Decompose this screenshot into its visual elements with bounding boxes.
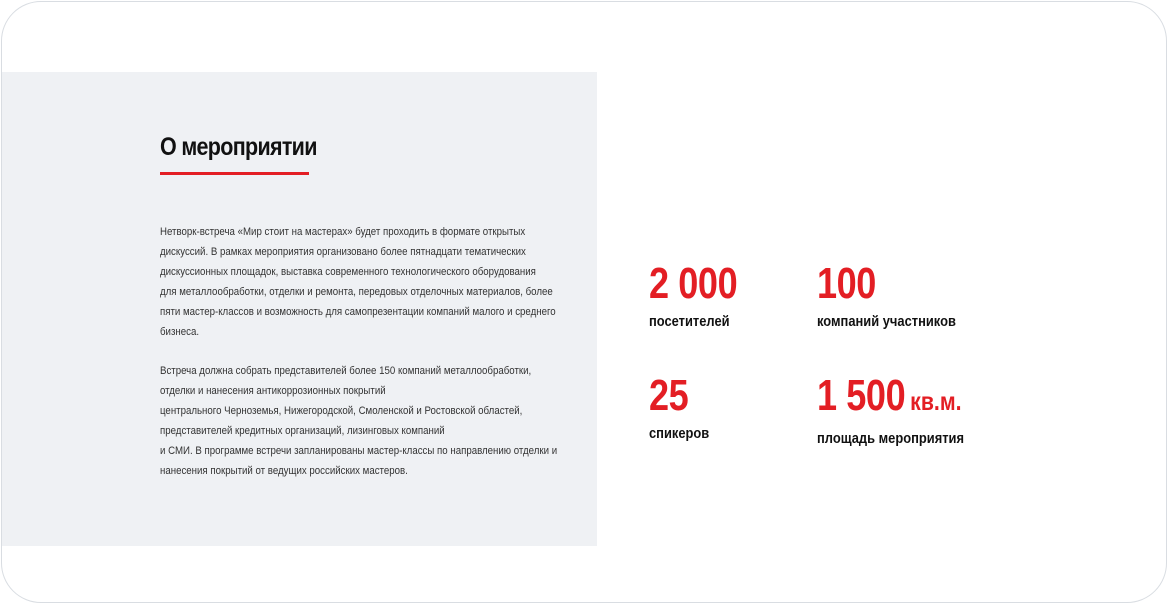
stat-label: площадь мероприятия (817, 430, 965, 447)
section-title: О мероприятии (160, 133, 317, 161)
text-line: Встреча должна собрать представителей более 150 компаний металлообработки, (160, 365, 532, 377)
stat-speakers (649, 371, 719, 442)
text-line: для металлообработки, отделки и ремонта, передовых отделочных материалов, более (160, 286, 553, 298)
description-paragraph-1 (160, 222, 556, 342)
text-line: нанесения покрытий от ведущих российских мастеров. (160, 465, 408, 477)
text-line: и СМИ. В программе встречи запланированы мастер-классы по направлению отделки и (160, 445, 558, 457)
text-line: дискуссионных площадок, выставка современного технологического оборудования (160, 266, 536, 278)
text-line: бизнеса. (160, 326, 200, 338)
stat-value (649, 371, 706, 420)
stat-number: 25 (649, 371, 689, 420)
stat-number: 100 (817, 259, 876, 308)
stat-label: спикеров (649, 425, 710, 442)
description-paragraph-2 (160, 361, 557, 481)
page-frame (1, 1, 1167, 603)
stat-value (817, 371, 962, 423)
title-underline (160, 172, 309, 175)
text-line: дискуссий. В рамках мероприятия организовано более пятнадцати тематических (160, 246, 526, 258)
stat-number: 1 500 (817, 371, 906, 420)
stat-unit: кв.м. (910, 386, 962, 416)
stat-label: посетителей (649, 313, 730, 330)
text-line: представителей кредитных организаций, лизинговых компаний (160, 425, 445, 437)
stat-visitors (649, 259, 757, 330)
text-line: Нетворк-встреча «Мир стоит на мастерах» будет проходить в формате открытых (160, 226, 526, 238)
stat-area (817, 371, 993, 447)
stat-number: 2 000 (649, 259, 738, 308)
stat-companies (817, 259, 979, 330)
text-line: центрального Черноземья, Нижегородской, Смоленской и Ростовской областей, (160, 405, 523, 417)
text-line: пяти мастер-классов и возможность для самопрезентации компаний малого и среднего (160, 306, 556, 318)
stat-label: компаний участников (817, 313, 956, 330)
text-line: отделки и нанесения антикоррозионных покрытий (160, 385, 386, 397)
stat-value (649, 259, 738, 308)
stat-value (817, 259, 949, 308)
